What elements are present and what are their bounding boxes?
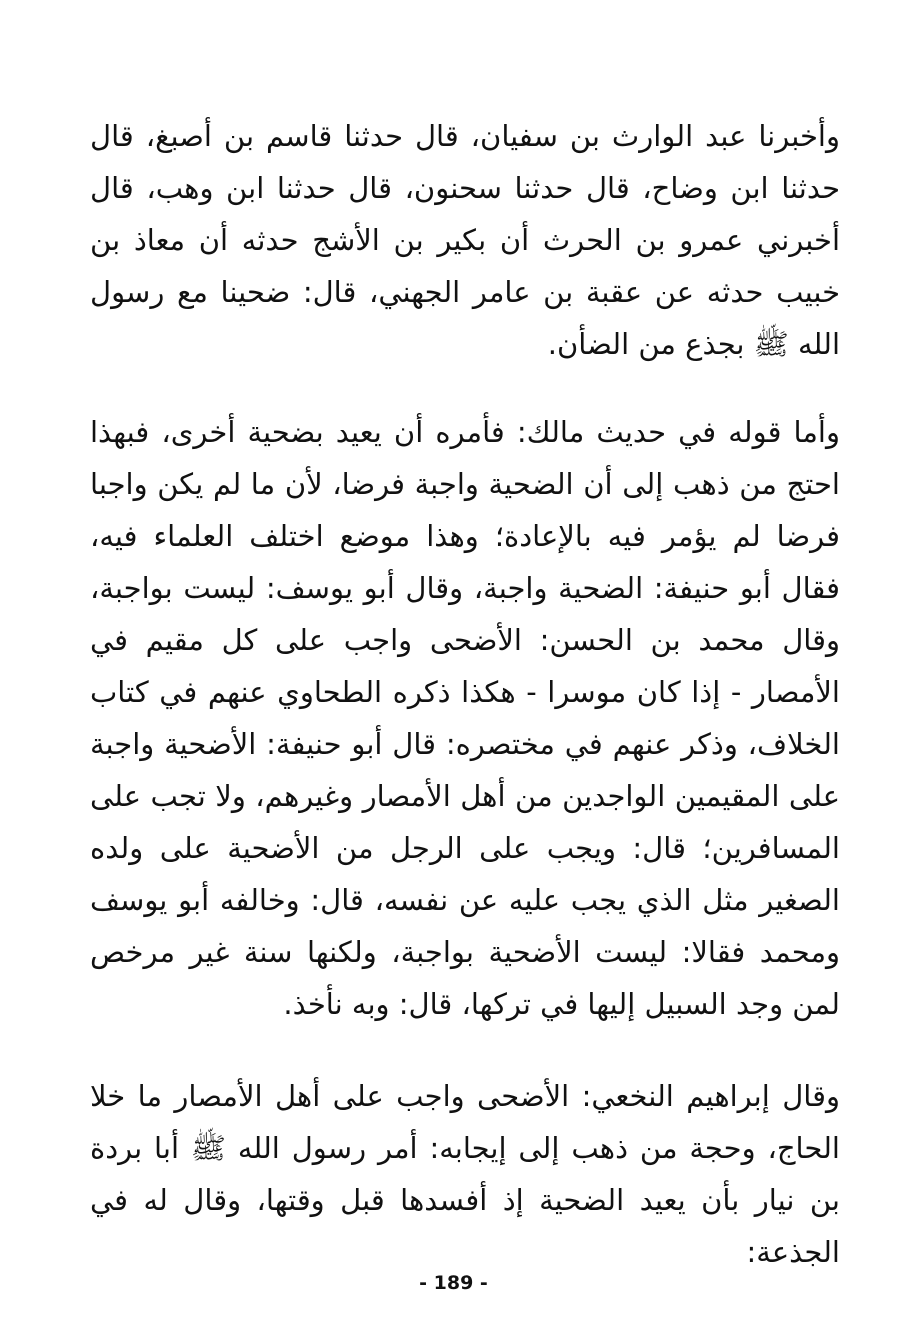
page-number: - 189 - (419, 1272, 488, 1294)
page-body (90, 110, 840, 1269)
paragraph-1: وأخبرنا عبد الوارث بن سفيان، قال حدثنا قاسم بن أصبغ، قال حدثنا ابن وضاح، قال حدثنا سحنون، قال حدثنا ابن وهب، قال أخبرني عمرو بن الحرث أن بكير بن الأشج حدثه أن معاذ بن خبيب حدثه عن عقبة بن عامر الجهني، قال: ضحينا مع رسول الله ﷺ بجذع من الضأن. (90, 119, 840, 361)
paragraph-2: وأما قوله في حديث مالك: فأمره أن يعيد بضحية أخرى، فبهذا احتج من ذهب إلى أن الضحية واجبة فرضا، لأن ما لم يكن واجبا فرضا لم يؤمر فيه بالإعادة؛ وهذا موضع اختلف العلماء فيه، فقال أبو حنيفة: الضحية واجبة، وقال أبو يوسف: ليست بواجبة، وقال محمد بن الحسن: الأضحى واجب على كل مقيم في الأمصار - إذا كان موسرا - هكذا ذكره الطحاوي عنهم في كتاب الخلاف، وذكر عنهم في مختصره: قال أبو حنيفة: الأضحية واجبة على المقيمين الواجدين من أهل الأمصار وغيرهم، ولا تجب على المسافرين؛ قال: ويجب على الرجل من الأضحية على ولده الصغير مثل الذي يجب عليه عن نفسه، قال: وخالفه أبو يوسف ومحمد فقالا: ليست الأضحية بواجبة، ولكنها سنة غير مرخص لمن وجد السبيل إليها في تركها، قال: وبه نأخذ. (90, 415, 840, 1021)
paragraph-3: وقال إبراهيم النخعي: الأضحى واجب على أهل الأمصار ما خلا الحاج، وحجة من ذهب إلى إيجابه: أمر رسول الله ﷺ أبا بردة بن نيار بأن يعيد الضحية إذ أفسدها قبل وقتها، وقال له في الجذعة: (90, 1079, 840, 1269)
